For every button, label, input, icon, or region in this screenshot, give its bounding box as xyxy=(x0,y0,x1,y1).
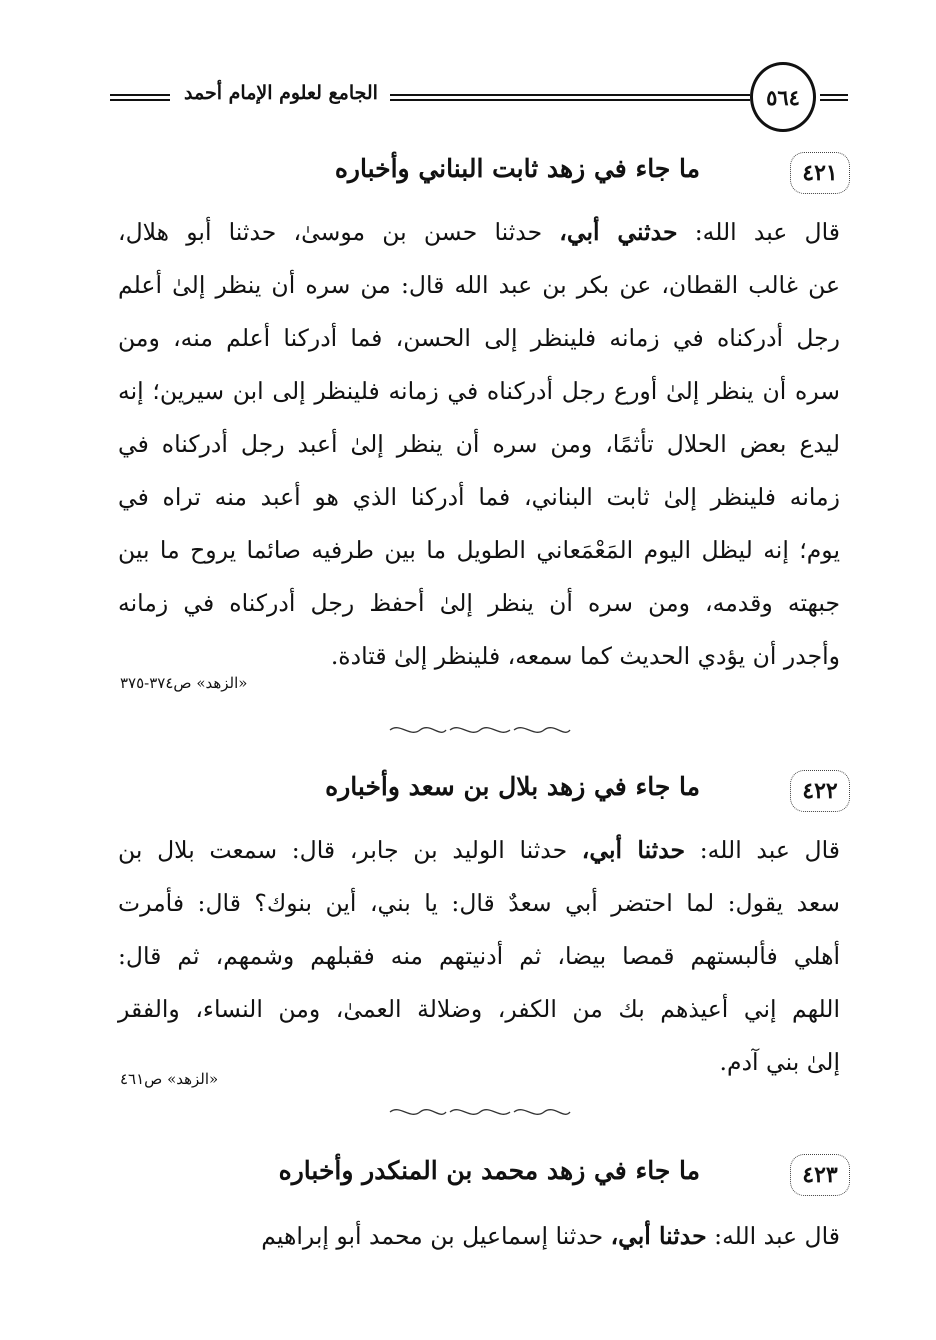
source-citation: «الزهد» ص٤٦١ xyxy=(120,1070,219,1088)
section-text xyxy=(118,824,840,1089)
header-rule xyxy=(390,94,750,101)
text-line: جبهته وقدمه، ومن سره أن ينظر إلىٰ أحفظ رجل أدركناه في زمانه xyxy=(118,589,840,617)
section-number: ٤٢٣ xyxy=(790,1154,850,1196)
lead-text: قال عبد الله: xyxy=(694,218,840,246)
section-heading xyxy=(110,766,850,816)
lead-text: قال عبد الله: xyxy=(699,836,840,864)
text-line: أهلي فألبستهم قمصا بيضا، ثم أدنيتهم منه فقبلهم وشمهم، ثم قال: xyxy=(118,942,840,970)
ornament-divider xyxy=(380,1104,580,1120)
text-line: سره أن ينظر إلىٰ أورع رجل أدركناه في زمانه فلينظر إلى ابن سيرين؛ إنه xyxy=(118,377,840,405)
section-number: ٤٢٢ xyxy=(790,770,850,812)
line-text: حدثنا حسن بن موسىٰ، حدثنا أبو هلال، xyxy=(118,218,543,246)
text-line: سعد يقول: لما احتضر أبي سعدٌ قال: يا بني، أين بنوك؟ قال: فأمرت xyxy=(118,889,840,917)
text-line: إلىٰ بني آدم. xyxy=(719,1048,840,1076)
text-line xyxy=(118,206,840,259)
lead-bold-text: حدثنا أبي، xyxy=(610,1222,707,1250)
header-rule xyxy=(110,94,170,101)
text-line: وأجدر أن يؤدي الحديث كما سمعه، فلينظر إلىٰ قتادة. xyxy=(330,642,840,670)
book-title: الجامع لعلوم الإمام أحمد xyxy=(184,82,378,104)
section-heading xyxy=(110,148,850,198)
text-line xyxy=(118,824,840,877)
text-line: رجل أدركناه في زمانه فلينظر إلى الحسن، فما أدركنا أعلم منه، ومن xyxy=(118,324,840,352)
section-title: ما جاء في زهد ثابت البناني وأخباره xyxy=(334,154,700,183)
section-title: ما جاء في زهد محمد بن المنكدر وأخباره xyxy=(278,1156,700,1185)
text-line: زمانه فلينظر إلىٰ ثابت البناني، فما أدركنا الذي هو أعبد منه تراه في xyxy=(118,483,840,511)
header-rule xyxy=(820,94,848,101)
text-line: اللهم إني أعيذهم بك من الكفر، وضلالة العمىٰ، ومن النساء، والفقر xyxy=(118,995,840,1023)
lead-bold-text: حدثنا أبي، xyxy=(581,836,686,864)
text-line: يوم؛ إنه ليظل اليوم المَعْمَعاني الطويل ما بين طرفيه صائما يروح ما بين xyxy=(118,536,840,564)
ornament-divider xyxy=(380,722,580,738)
source-citation: «الزهد» ص٣٧٤-٣٧٥ xyxy=(120,674,248,692)
lead-bold-text: حدثني أبي، xyxy=(559,218,678,246)
section-text xyxy=(118,1210,840,1263)
section-title: ما جاء في زهد بلال بن سعد وأخباره xyxy=(325,772,700,801)
section-text xyxy=(118,206,840,683)
line-text: حدثنا الوليد بن جابر، قال: سمعت بلال بن xyxy=(118,836,568,864)
lead-text: قال عبد الله: xyxy=(714,1222,840,1250)
section-number: ٤٢١ xyxy=(790,152,850,194)
text-line xyxy=(118,1210,840,1263)
text-line: عن غالب القطان، عن بكر بن عبد الله قال: من سره أن ينظر إلىٰ أعلم xyxy=(118,271,840,299)
text-line: ليدع بعض الحلال تأثمًا، ومن سره أن ينظر إلىٰ أعبد رجل أدركناه في xyxy=(118,430,840,458)
page-number: ٥٦٤ xyxy=(750,62,816,132)
running-header xyxy=(110,62,850,132)
line-text: حدثنا إسماعيل بن محمد أبو إبراهيم xyxy=(261,1222,604,1250)
section-heading xyxy=(110,1150,850,1200)
